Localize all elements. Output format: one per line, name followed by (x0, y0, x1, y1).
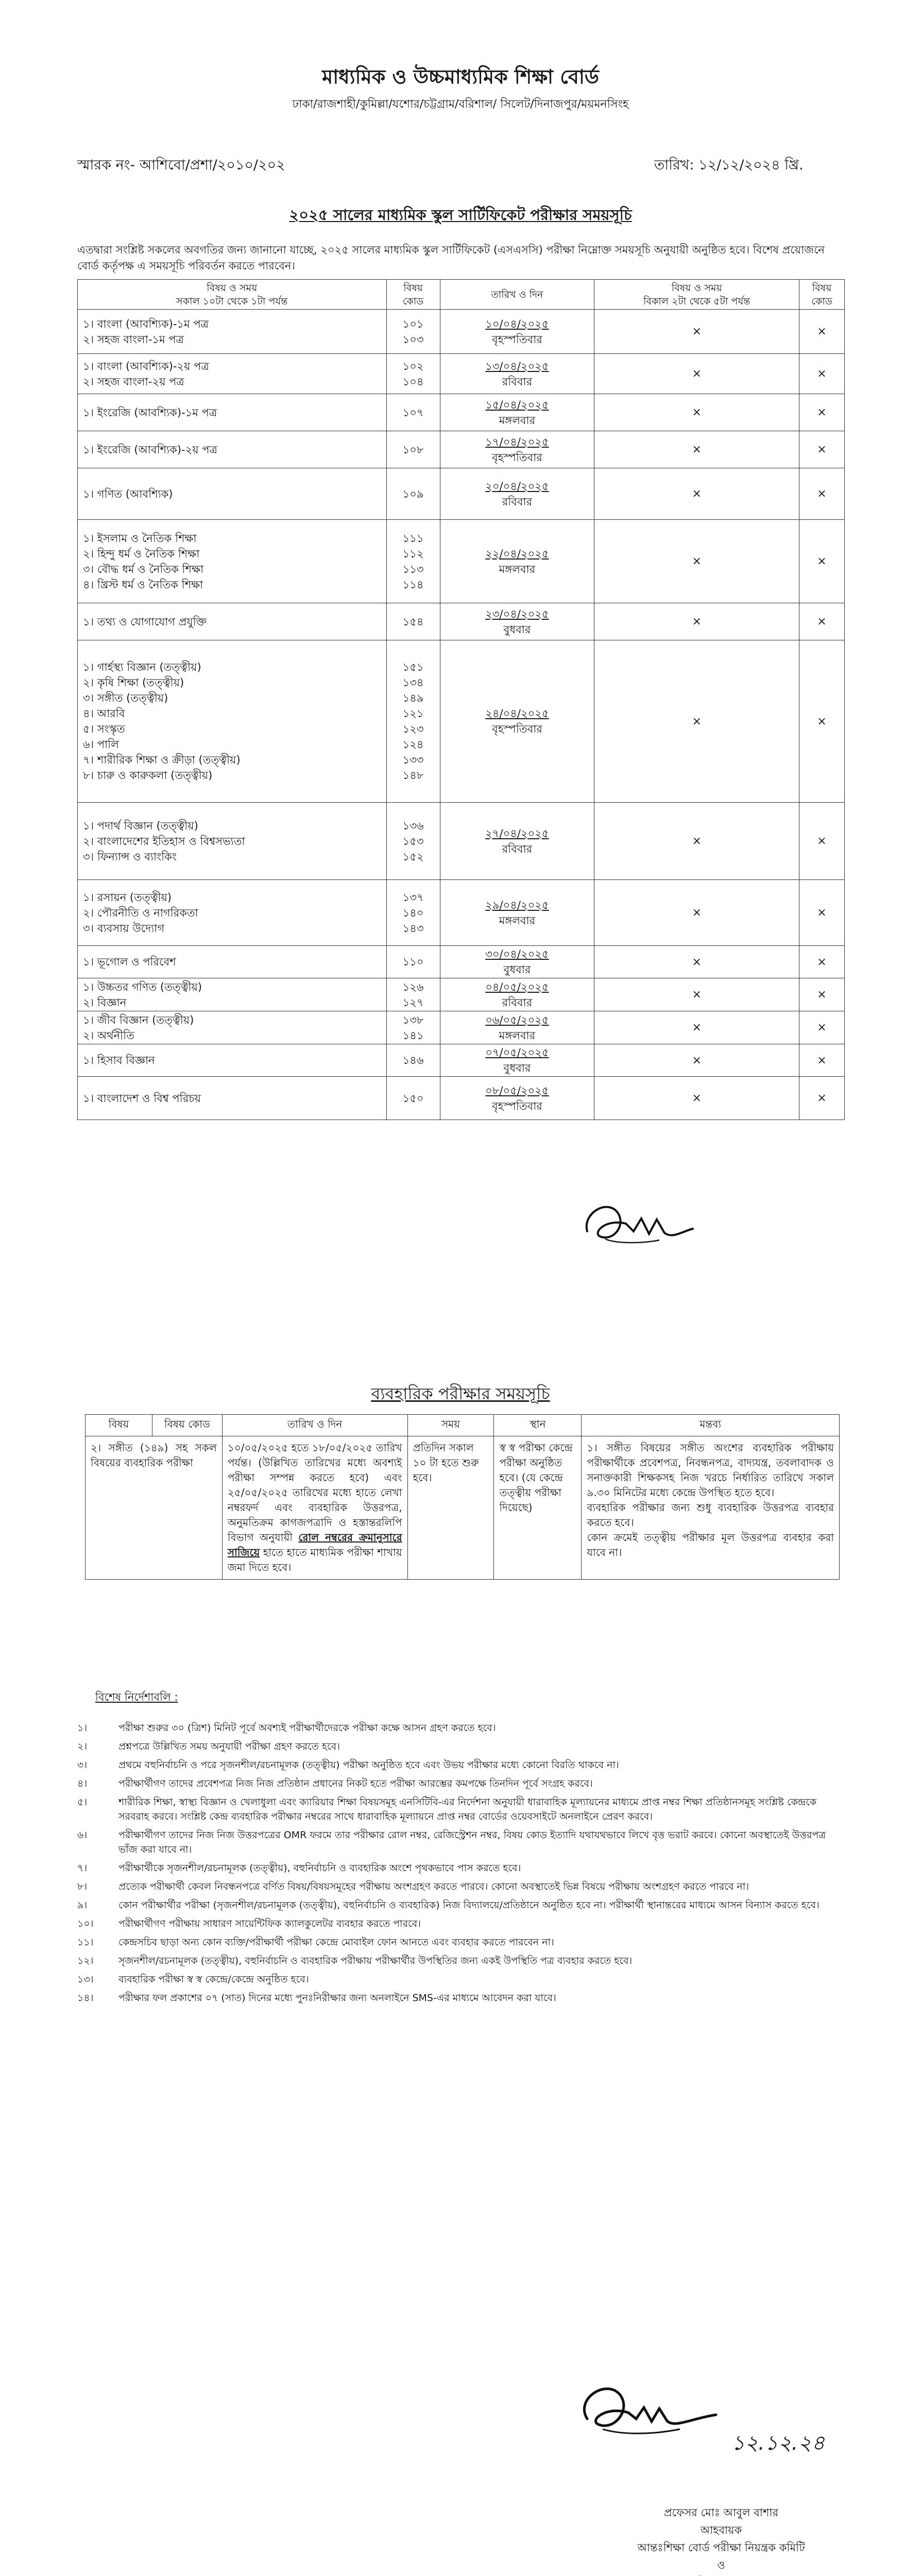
practical-remarks (582, 1436, 840, 1580)
table-row (78, 978, 845, 1011)
morning-subject-header: বিষয় ও সময় সকাল ১০টা থেকে ১টা পর্যন্ত (78, 280, 387, 310)
subject-name: ১। উচ্চতর গণিত (তত্ত্বীয়) (83, 980, 202, 993)
practical-remarks-3: কোন ক্রমেই তত্ত্বীয় পরীক্ষার মূল উত্তরপত্র ব্যবহার করা যাবে না। (587, 1531, 834, 1558)
subject-name: ৩। সঙ্গীত (তত্ত্বীয়) (83, 692, 168, 704)
exam-date: ০৪/০৫/২০২৫ (485, 980, 549, 993)
row-codes (386, 1044, 440, 1077)
practical-header-row (86, 1415, 840, 1436)
subject-code: ১৪১ (402, 1029, 424, 1042)
instruction-item (77, 1917, 845, 1931)
row-subjects (78, 603, 387, 640)
afternoon-subject-cross: × (594, 354, 799, 394)
practical-row (86, 1436, 840, 1580)
intro-paragraph: এতদ্বারা সংশ্লিষ্ট সকলের অবগতির জন্য জানানো যাচ্ছে, ২০২৫ সালের মাধ্যমিক স্কুল সার্টিফিকেট (এসএসসি) পরীক্ষা নিম্নোক্ত সময়সূচি অনুযায়ী অনুষ্ঠিত হবে। বিশেষ প্রয়োজনে বোর্ড কর্তৃপক্ষ এ সময়সূচি পরিবর্তন করতে পারবেন। (77, 244, 825, 272)
instruction-item (77, 1898, 845, 1912)
instruction-item (77, 1721, 845, 1735)
signature-image-1 (577, 1182, 701, 1260)
table-row (78, 803, 845, 880)
subject-code: ১২৩ (402, 723, 424, 735)
instructions-heading: বিশেষ নির্দেশাবলি : (95, 1691, 178, 1703)
afternoon-code-cross: × (799, 603, 845, 640)
table-row (78, 310, 845, 354)
afternoon-code-cross: × (799, 978, 845, 1011)
subject-code: ১২৭ (402, 996, 424, 1009)
subject-name: ২। পৌরনীতি ও নাগরিকতা (83, 906, 198, 919)
row-codes (386, 978, 440, 1011)
afternoon-code-cross: × (799, 880, 845, 946)
exam-date: ০৮/০৫/২০২৫ (485, 1084, 549, 1097)
instruction-number: ১০। (77, 1918, 94, 1929)
afternoon-subject-cross: × (594, 394, 799, 431)
row-codes (386, 880, 440, 946)
subject-name: ১। বাংলাদেশ ও বিশ্ব পরিচয় (83, 1092, 201, 1105)
code-header: বিষয় কোড (386, 280, 440, 310)
instruction-number: ৪। (77, 1778, 88, 1789)
practical-date-header: তারিখ ও দিন (222, 1415, 407, 1436)
exam-day: বৃহস্পতিবার (491, 1099, 542, 1112)
row-subjects (78, 468, 387, 520)
afternoon-code-cross: × (799, 468, 845, 520)
row-codes (386, 946, 440, 978)
subject-code: ১৪৬ (402, 1054, 424, 1066)
afternoon-subject-cross: × (594, 603, 799, 640)
afternoon-code-cross: × (799, 803, 845, 880)
signatory-and: ও (717, 2559, 725, 2571)
row-date-day (440, 310, 594, 354)
exam-date: ১৫/০৪/২০২৫ (485, 398, 549, 411)
exam-date: ১৩/০৪/২০২৫ (485, 360, 549, 372)
instruction-number: ১। (77, 1722, 88, 1734)
instruction-item (77, 1935, 845, 1950)
exam-date: ২৩/০৪/২০২৫ (485, 607, 549, 620)
instruction-number: ৭। (77, 1862, 88, 1874)
afternoon-code-cross: × (799, 394, 845, 431)
row-subjects (78, 1077, 387, 1120)
table-row (78, 394, 845, 431)
afternoon-code-cross: × (799, 1077, 845, 1120)
subject-code: ১১০ (402, 956, 424, 968)
exam-day: মঙ্গলবার (499, 1029, 536, 1042)
instruction-text: পরীক্ষার ফল প্রকাশের ০৭ (সাত) দিনের মধ্যে পুনঃনিরীক্ষার জন্য অনলাইনে SMS-এর মাধ্যমে আবেদন করা যাবে। (118, 1992, 556, 2004)
row-codes (386, 603, 440, 640)
instruction-item (77, 1739, 845, 1754)
memo-number: স্মারক নং- আশিবো/প্রশা/২০১০/২০২ (77, 157, 285, 173)
subject-code: ১২৪ (402, 738, 424, 751)
instruction-number: ৮। (77, 1881, 88, 1892)
row-subjects (78, 520, 387, 603)
subject-name: ১। বাংলা (আবশ্যিক)-১ম পত্র (83, 317, 209, 330)
exam-day: রবিবার (502, 996, 533, 1009)
practical-schedule-table (85, 1414, 840, 1580)
row-date-day (440, 1011, 594, 1044)
subject-name: ২। হিন্দু ধর্ম ও নৈতিক শিক্ষা (83, 547, 200, 560)
row-codes (386, 354, 440, 394)
practical-date-part1: ১০/০৫/২০২৫ হতে ১৮/০৫/২০২৫ তারিখ পর্যন্ত। (উল্লিখিত তারিখের মধ্যে অবশ্যই পরীক্ষা সম্পন্ন করতে হবে) এবং ২৫/০৫/২০২৫ তারিখের মধ্যে হাতে লেখা নম্বরফর্দ এবং ব্যবহারিক উত্তরপত্র, অনুমতিক্রম কাগজপত্রাদি ও হস্তান্তরলিপি বিভাগ অনুযায়ী (227, 1442, 402, 1544)
signature-image-2 (572, 2367, 726, 2450)
afternoon-code-cross: × (799, 354, 845, 394)
subject-code: ১৩৬ (402, 819, 424, 832)
exam-date: ৩০/০৪/২০২৫ (485, 948, 549, 960)
row-subjects (78, 310, 387, 354)
row-date-day (440, 946, 594, 978)
subject-name: ২। সহজ বাংলা-১ম পত্র (83, 333, 184, 346)
row-codes (386, 394, 440, 431)
afternoon-subject-cross: × (594, 431, 799, 468)
row-subjects (78, 354, 387, 394)
subject-code: ১১৪ (402, 578, 424, 591)
subject-name: ১। গার্হস্থ্য বিজ্ঞান (তত্ত্বীয়) (83, 661, 201, 673)
row-codes (386, 640, 440, 803)
table-row (78, 946, 845, 978)
row-subjects (78, 978, 387, 1011)
subject-name: ২। অর্থনীতি (83, 1029, 134, 1042)
instruction-item (77, 1828, 845, 1857)
afternoon-subject-cross: × (594, 1044, 799, 1077)
exam-day: রবিবার (502, 495, 533, 508)
practical-date-bold: রোল নম্বরের ক্রমানুসারে সাজিয়ে (227, 1531, 402, 1558)
signatory-role-convener: আহবায়ক (700, 2524, 742, 2536)
afternoon-subject-cross: × (594, 1077, 799, 1120)
table-row (78, 468, 845, 520)
row-date-day (440, 978, 594, 1011)
practical-subject: ২। সঙ্গীত (১৪৯) সহ সকল বিষয়ের ব্যবহারিক পরীক্ষা (86, 1436, 223, 1580)
row-date-day (440, 431, 594, 468)
exam-title: ২০২৫ সালের মাধ্যমিক স্কুল সার্টিফিকেট পরীক্ষার সময়সূচি (289, 206, 632, 224)
subject-name: ৮। চারু ও কারুকলা (তত্ত্বীয়) (83, 769, 213, 782)
instruction-number: ১২। (77, 1955, 94, 1967)
subject-code: ১৪৩ (402, 922, 424, 935)
subject-code: ১১৩ (402, 563, 424, 575)
row-subjects (78, 431, 387, 468)
instruction-item (77, 1991, 845, 2005)
afternoon-code-cross: × (799, 1044, 845, 1077)
row-subjects (78, 1011, 387, 1044)
subject-name: ১। ইংরেজি (আবশ্যিক)-২য় পত্র (83, 443, 217, 456)
subject-name: ৩। বৌদ্ধ ধর্ম ও নৈতিক শিক্ষা (83, 563, 204, 575)
subject-name: ৬। পালি (83, 738, 119, 751)
instruction-number: ২। (77, 1741, 88, 1752)
practical-code-header: বিষয় কোড (152, 1415, 222, 1436)
row-subjects (78, 640, 387, 803)
instruction-text: সৃজনশীল/রচনামূলক (তত্ত্বীয়), বহুনির্বাচনি ও ব্যবহারিক পরীক্ষায় পরীক্ষার্থীর উপস্থিতির জন্য একই উপস্থিতি পত্র ব্যবহার করতে হবে। (118, 1955, 633, 1967)
exam-day: রবিবার (502, 375, 533, 388)
table-row (78, 880, 845, 946)
subject-name: ১। রসায়ন (তত্ত্বীয়) (83, 891, 172, 904)
theory-schedule-table (77, 279, 845, 1120)
practical-remarks-2: ব্যবহারিক পরীক্ষার জন্য শুধু ব্যবহারিক উত্তরপত্র ব্যবহার করতে হবে। (587, 1501, 834, 1529)
subject-code: ১৩৮ (402, 1013, 424, 1026)
subject-name: ২। বাংলাদেশের ইতিহাস ও বিশ্বসভ্যতা (83, 835, 245, 848)
practical-venue: স্ব স্ব পরীক্ষা কেন্দ্রে পরীক্ষা অনুষ্ঠিত হবে। (যে কেন্দ্রে তত্ত্বীয় পরীক্ষা দিয়েছে) (494, 1436, 582, 1580)
subject-name: ২। কৃষি শিক্ষা (তত্ত্বীয়) (83, 676, 184, 689)
afternoon-subject-header: বিষয় ও সময় বিকাল ২টা থেকে ৫টা পর্যন্ত (594, 280, 799, 310)
subject-code: ১৪৯ (402, 692, 424, 704)
afternoon-code-header: বিষয় কোড (799, 280, 845, 310)
exam-date: ২০/০৪/২০২৫ (485, 480, 549, 493)
exam-day: রবিবার (502, 842, 533, 855)
row-codes (386, 468, 440, 520)
exam-day: বুধবার (503, 623, 531, 636)
row-date-day (440, 1077, 594, 1120)
subject-code: ১৫০ (402, 1092, 424, 1105)
subject-name: ৩। ব্যবসায় উদ্যোগ (83, 922, 165, 935)
afternoon-subject-cross: × (594, 310, 799, 354)
subject-code: ১৫৪ (402, 615, 424, 628)
afternoon-code-cross: × (799, 431, 845, 468)
afternoon-code-cross: × (799, 1011, 845, 1044)
exam-day: বৃহস্পতিবার (491, 451, 542, 464)
memo-date: তারিখ: ১২/১২/২০২৪ খ্রি. (654, 157, 804, 173)
subject-name: ১। ইসলাম ও নৈতিক শিক্ষা (83, 532, 197, 545)
instruction-number: ৩। (77, 1759, 88, 1771)
signatory-name: প্রফেসর মোঃ আবুল বাশার (663, 2506, 779, 2519)
instruction-number: ৬। (77, 1829, 88, 1841)
instruction-item (77, 1972, 845, 1987)
subject-name: ৩। ফিন্যান্স ও ব্যাংকিং (83, 850, 177, 863)
practical-subject-header: বিষয় (86, 1415, 152, 1436)
afternoon-code-cross: × (799, 310, 845, 354)
signature-block (464, 2504, 921, 2576)
instruction-number: ১১। (77, 1937, 94, 1948)
table-row (78, 640, 845, 803)
instruction-text: পরীক্ষার্থীগণ তাদের প্রবেশপত্র নিজ নিজ প্রতিষ্ঠান প্রধানের নিকট হতে পরীক্ষা আরম্ভের কমপক্ষে তিনদিন পূর্বে সংগ্রহ করবে। (118, 1778, 593, 1789)
practical-time: প্রতিদিন সকাল ১০ টা হতে শুরু হবে। (407, 1436, 494, 1580)
subject-name: ১। ইংরেজি (আবশ্যিক)-১ম পত্র (83, 406, 217, 419)
row-subjects (78, 946, 387, 978)
instruction-item (77, 1776, 845, 1791)
instruction-text: পরীক্ষার্থীগণ পরীক্ষায় সাধারণ সায়েন্টিফিক ক্যালকুলেটর ব্যবহার করতে পারবে। (118, 1918, 421, 1929)
subject-code: ১০৮ (402, 443, 424, 456)
instruction-number: ১৪। (77, 1992, 94, 2004)
exam-date: ২৪/০৪/২০২৫ (485, 707, 549, 720)
subject-name: ১। জীব বিজ্ঞান (তত্ত্বীয়) (83, 1013, 194, 1026)
subject-code: ১৩৪ (402, 676, 424, 689)
instruction-item (77, 1861, 845, 1875)
subject-code: ১৩৩ (402, 754, 424, 766)
subject-code: ১০২ (402, 360, 424, 372)
signatory-role-controller (464, 2574, 921, 2576)
afternoon-code-cross: × (799, 946, 845, 978)
instruction-text: পরীক্ষার্থীগণ তাদের নিজ নিজ উত্তরপত্রের OMR ফরমে তার পরীক্ষার রোল নম্বর, রেজিস্ট্রেশন নম্বর, বিষয় কোড ইত্যাদি যথাযথভাবে লিখে বৃত্ত ভরাট করবে। কোনো অবস্থাতেই উত্তরপত্র ভাঁজ করা যাবে না। (118, 1829, 826, 1855)
instruction-item (77, 1795, 845, 1824)
row-date-day (440, 603, 594, 640)
subject-name: ১। হিসাব বিজ্ঞান (83, 1054, 155, 1066)
subject-code: ১২১ (402, 707, 424, 720)
instructions-list (77, 1721, 845, 2009)
subject-name: ১। গণিত (আবশ্যিক) (83, 487, 173, 500)
exam-date: ২২/০৪/২০২৫ (485, 547, 549, 560)
row-date-day (440, 1044, 594, 1077)
table-row (78, 1077, 845, 1120)
subject-code: ১০৯ (402, 487, 424, 500)
instruction-text: কোন পরীক্ষার্থীর পরীক্ষা (সৃজনশীল/রচনামূলক (তত্ত্বীয়), বহুনির্বাচনি ও ব্যবহারিক) নিজ বিদ্যালয়ে/প্রতিষ্ঠানে অনুষ্ঠিত হবে না। পরীক্ষার্থী স্থানান্তরের মাধ্যমে আসন বিন্যাস করতে হবে। (118, 1900, 820, 1911)
subject-code: ১৫৩ (402, 835, 424, 848)
instruction-number: ৫। (77, 1797, 88, 1808)
subject-name: ২। সহজ বাংলা-২য় পত্র (83, 375, 184, 388)
row-date-day (440, 394, 594, 431)
signature-handwritten-date: ১২.১২.২৪ (731, 2431, 825, 2455)
date-header: তারিখ ও দিন (440, 280, 594, 310)
afternoon-subject-cross: × (594, 946, 799, 978)
exam-day: বুধবার (503, 1062, 531, 1074)
instruction-text: কেন্দ্রসচিব ছাড়া অন্য কোন ব্যক্তি/পরীক্ষার্থী পরীক্ষা কেন্দ্রে মোবাইল ফোন আনতে এবং ব্যবহার করতে পারবেন না। (118, 1937, 554, 1948)
board-cities: ঢাকা/রাজশাহী/কুমিল্লা/যশোর/চট্টগ্রাম/বরিশাল/ সিলেট/দিনাজপুর/ময়মনসিংহ (292, 98, 629, 111)
subject-name: ১। ভূগোল ও পরিবেশ (83, 956, 176, 968)
afternoon-subject-cross: × (594, 520, 799, 603)
afternoon-subject-cross: × (594, 468, 799, 520)
exam-day: মঙ্গলবার (499, 414, 536, 427)
subject-name: ১। পদার্থ বিজ্ঞান (তত্ত্বীয়) (83, 819, 198, 832)
subject-code: ১০৪ (402, 375, 424, 388)
row-date-day (440, 880, 594, 946)
row-codes (386, 803, 440, 880)
afternoon-subject-cross: × (594, 640, 799, 803)
row-date-day (440, 803, 594, 880)
subject-code: ১০৩ (402, 333, 424, 346)
subject-code: ১১২ (402, 547, 424, 560)
subject-name: ৫। সংস্কৃত (83, 723, 125, 735)
row-subjects (78, 803, 387, 880)
exam-day: বৃহস্পতিবার (491, 333, 542, 346)
row-codes (386, 310, 440, 354)
subject-code: ১৩৭ (402, 891, 424, 904)
row-codes (386, 431, 440, 468)
exam-day: মঙ্গলবার (499, 914, 536, 927)
instruction-text: শারীরিক শিক্ষা, স্বাস্থ্য বিজ্ঞান ও খেলাধুলা এবং ক্যারিয়ার শিক্ষা বিষয়সমূহ এনসিটিবি-এর নির্দেশনা অনুযায়ী ধারাবাহিক মূল্যায়নের মাধ্যমে প্রাপ্ত নম্বর শিক্ষা প্রতিষ্ঠানসমূহ সংশ্লিষ্ট কেন্দ্রকে সরবরাহ করবে। সংশ্লিষ্ট কেন্দ্র ব্যবহারিক পরীক্ষার নম্বরের সাথে ধারাবাহিক মূল্যায়নে প্রাপ্ত নম্বর বোর্ডের ওয়েবসাইটে অনলাইনে প্রেরণ করবে। (118, 1797, 817, 1822)
row-date-day (440, 520, 594, 603)
row-codes (386, 520, 440, 603)
practical-date (222, 1436, 407, 1580)
row-codes (386, 1077, 440, 1120)
subject-name: ৭। শারীরিক শিক্ষা ও ক্রীড়া (তত্ত্বীয়) (83, 754, 241, 766)
row-subjects (78, 394, 387, 431)
table-row (78, 1044, 845, 1077)
subject-name: ১। তথ্য ও যোগাযোগ প্রযুক্তি (83, 615, 207, 628)
practical-venue-header: স্থান (494, 1415, 582, 1436)
instruction-text: প্রত্যেক পরীক্ষার্থী কেবল নিবন্ধনপত্রে বর্ণিত বিষয়/বিষয়সমূহের পরীক্ষায় অংশগ্রহণ করতে পারবে। কোনো অবস্থাতেই ভিন্ন বিষয়ে পরীক্ষায় অংশগ্রহণ করতে পারবে না। (118, 1881, 749, 1892)
exam-day: বৃহস্পতিবার (491, 723, 542, 735)
afternoon-subject-cross: × (594, 1011, 799, 1044)
row-codes (386, 1011, 440, 1044)
subject-name: ৪। আরবি (83, 707, 125, 720)
exam-date: ০৬/০৫/২০২৫ (485, 1013, 549, 1026)
afternoon-code-cross: × (799, 640, 845, 803)
subject-name: ২। বিজ্ঞান (83, 996, 127, 1009)
subject-code: ১১১ (402, 532, 424, 545)
instruction-item (77, 1954, 845, 1968)
row-date-day (440, 468, 594, 520)
instruction-text: প্রথমে বহুনির্বাচনি ও পরে সৃজনশীল/রচনামূলক (তত্ত্বীয়) পরীক্ষা অনুষ্ঠিত হবে এবং উভয় পরীক্ষার মধ্যে কোনো বিরতি থাকবে না। (118, 1759, 619, 1771)
subject-code: ১৪০ (402, 906, 424, 919)
table-header-row (78, 280, 845, 310)
instruction-text: প্রশ্নপত্রে উল্লিখিত সময় অনুযায়ী পরীক্ষা গ্রহণ করতে হবে। (118, 1741, 340, 1752)
instruction-text: ব্যবহারিক পরীক্ষা স্ব স্ব কেন্দ্রে/কেন্দ্রে অনুষ্ঠিত হবে। (118, 1974, 309, 1985)
instruction-item (77, 1879, 845, 1894)
subject-code: ১০১ (402, 317, 424, 330)
subject-code: ১৫২ (402, 850, 424, 863)
exam-day: মঙ্গলবার (499, 563, 536, 575)
subject-code: ১৫১ (402, 661, 424, 673)
practical-title: ব্যবহারিক পরীক্ষার সময়সূচি (371, 1384, 550, 1403)
subject-name: ৪। খ্রিস্ট ধর্ম ও নৈতিক শিক্ষা (83, 578, 203, 591)
row-subjects (78, 880, 387, 946)
exam-date: ০৭/০৫/২০২৫ (485, 1046, 549, 1059)
instruction-number: ৯। (77, 1900, 88, 1911)
afternoon-subject-cross: × (594, 803, 799, 880)
practical-time-header: সময় (407, 1415, 494, 1436)
exam-date: ২৯/০৪/২০২৫ (485, 899, 549, 911)
exam-date: ১৭/০৪/২০২৫ (485, 435, 549, 448)
subject-code: ১৪৮ (402, 769, 424, 782)
exam-date: ১০/০৪/২০২৫ (485, 317, 549, 330)
row-date-day (440, 640, 594, 803)
afternoon-code-cross: × (799, 520, 845, 603)
table-row (78, 520, 845, 603)
board-title: মাধ্যমিক ও উচ্চমাধ্যমিক শিক্ষা বোর্ড (322, 65, 599, 88)
exam-date: ২৭/০৪/২০২৫ (485, 827, 549, 840)
afternoon-subject-cross: × (594, 978, 799, 1011)
table-row (78, 354, 845, 394)
table-row (78, 1011, 845, 1044)
table-row (78, 603, 845, 640)
instruction-number: ১৩। (77, 1974, 94, 1985)
subject-name: ১। বাংলা (আবশ্যিক)-২য় পত্র (83, 360, 209, 372)
afternoon-subject-cross: × (594, 880, 799, 946)
row-date-day (440, 354, 594, 394)
table-row (78, 431, 845, 468)
instruction-text: পরীক্ষার্থীকে সৃজনশীল/রচনামূলক (তত্ত্বীয়), বহুনির্বাচনি ও ব্যবহারিক অংশে পৃথকভাবে পাস করতে হবে। (118, 1862, 521, 1874)
instruction-text: পরীক্ষা শুরুর ৩০ (ত্রিশ) মিনিট পূর্বে অবশ্যই পরীক্ষার্থীদেরকে পরীক্ষা কক্ষে আসন গ্রহণ করতে হবে। (118, 1722, 496, 1734)
row-subjects (78, 1044, 387, 1077)
exam-day: বুধবার (503, 963, 531, 976)
practical-remarks-header: মন্তব্য (582, 1415, 840, 1436)
instruction-item (77, 1758, 845, 1772)
practical-remarks-1: ১। সঙ্গীত বিষয়ের সঙ্গীত অংশের ব্যবহারিক পরীক্ষায় পরীক্ষার্থীকে প্রবেশপত্র, নিবন্ধনপত্র, বাদ্যযন্ত্র, তবলাবাদক ও সনাক্তকারী শিক্ষকসহ নিজ খরচে নির্ধারিত তারিখে সকাল ৯.৩০ মিনিটের মধ্যে কেন্দ্রে উপস্থিত হতে হবে। (587, 1442, 834, 1499)
signatory-committee: আন্তঃশিক্ষা বোর্ড পরীক্ষা নিয়ন্ত্রক কমিটি (637, 2541, 805, 2554)
subject-code: ১২৬ (402, 980, 424, 993)
practical-date-part2: হাতে হাতে মাধ্যমিক পরীক্ষা শাখায় জমা দিতে হবে। (227, 1546, 402, 1573)
subject-code: ১০৭ (402, 406, 424, 419)
